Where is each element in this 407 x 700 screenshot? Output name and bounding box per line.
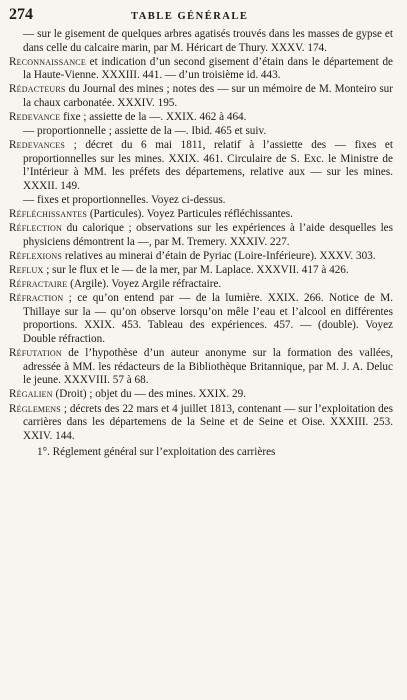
entry-head: Régalien — [9, 388, 53, 401]
index-entries — [9, 28, 393, 460]
index-entry — [9, 194, 393, 208]
index-entry — [9, 292, 393, 346]
entry-text: — proportionnelle ; assiette de la —. Ibid. 465 et suiv. — [23, 125, 267, 138]
index-entry — [9, 208, 393, 222]
index-entry — [9, 403, 393, 444]
entry-head: Réflection — [9, 222, 63, 235]
subsection-line: 1°. Réglement général sur l’exploitation des carrières — [37, 446, 276, 459]
index-entry — [9, 278, 393, 292]
entry-text: fixe ; assiette de la —. XXIX. 462 à 464. — [60, 111, 247, 124]
entry-head: Réfractaire — [9, 278, 68, 291]
index-entry — [9, 83, 393, 110]
entry-text: — sur le gisement de quelques arbres agatisés trouvés dans les masses de gypse et dans celle du calcaire marin, par M. Héricart de Thury. XXXV. 174. — [23, 28, 393, 54]
entry-head: Redevance — [9, 111, 61, 124]
index-entry — [9, 125, 393, 139]
index-entry — [9, 250, 393, 264]
entry-text: ; sur le flux et le — de la mer, par M. Laplace. XXXVII. 417 à 426. — [43, 264, 349, 277]
entry-text: (Argile). Voyez Argile réfractaire. — [67, 278, 222, 291]
index-entry — [9, 56, 393, 83]
index-entry — [9, 28, 393, 55]
entry-text: ; décret du 6 mai 1811, relatif à l’assiette des — fixes et proportionnelles sur les mines. XXIX. 461. Circulaire de S. Exc. le Ministre de l’Intérieur à MM. les préfets des départemens, relative aux — sur les mines. XXXII. 149. — [23, 139, 393, 193]
page-header — [9, 6, 393, 28]
entry-text: (Droit) ; objet du — des mines. XXIX. 29. — [52, 388, 246, 401]
entry-text: relatives au minerai d’étain de Pyriac (Loire-Inférieure). XXXV. 303. — [62, 250, 376, 262]
entry-text: ; ce qu’on entend par — de la lumière. XXIX. 266. Notice de M. Thillaye sur la — qu’on observe lorsqu’on mêle l’eau et l’alcool en différentes proportions. XXIX. 453. Tableau des expériences. 457. — (double). Voyez Double réfraction. — [23, 292, 393, 346]
entry-head: Rédacteurs — [9, 83, 66, 96]
index-entry — [9, 347, 393, 388]
entry-text: ; décrets des 22 mars et 4 juillet 1813, contenant — sur l’exploitation des carrières dans les départemens de la Seine et de Seine et Oise. XXXIII. 253. XXIV. 144. — [23, 402, 393, 442]
page-number: 274 — [9, 6, 33, 23]
index-entry — [9, 388, 393, 402]
entry-head: Redevances — [9, 139, 65, 152]
entry-text: du Journal des mines ; notes des — sur un mémoire de M. Monteiro sur la chaux carbonatée. XXXIV. 195. — [23, 83, 393, 109]
entry-head: Réfléchissantes — [9, 208, 88, 221]
index-entry — [9, 111, 393, 125]
index-entry — [9, 264, 393, 278]
entry-text: de l’hypothèse d’un auteur anonyme sur la formation des vallées, adressée à MM. les rédacteurs de la Bibliothèque Britannique, par M. J. A. Deluc le jeune. XXXVIII. 57 à 68. — [23, 347, 393, 387]
running-title: TABLE GÉNÉRALE — [131, 11, 249, 22]
entry-text: et indication d’un second gisement d’étain dans le département de la Haute-Vienne. XXXIII. 441. — d’un troisième id. 443. — [23, 55, 393, 82]
entry-text: — fixes et proportionnelles. Voyez ci-dessus. — [23, 194, 226, 207]
entry-head: Réglemens — [9, 402, 61, 415]
entry-head: Reconnaissance — [9, 55, 86, 68]
entry-head: Réfutation — [9, 347, 62, 360]
entry-head: Réflexions — [9, 250, 63, 262]
index-entry — [9, 222, 393, 249]
entry-head: Réfraction — [9, 292, 64, 305]
entry-text: du calorique ; observations sur les expériences à l’aide desquelles les physiciens démontrent la —, par M. Tremery. XXXIV. 227. — [23, 222, 393, 248]
entry-text: (Particules). Voyez Particules réfléchissantes. — [87, 208, 293, 221]
index-entry — [9, 139, 393, 193]
entry-head: Reflux — [9, 264, 44, 277]
